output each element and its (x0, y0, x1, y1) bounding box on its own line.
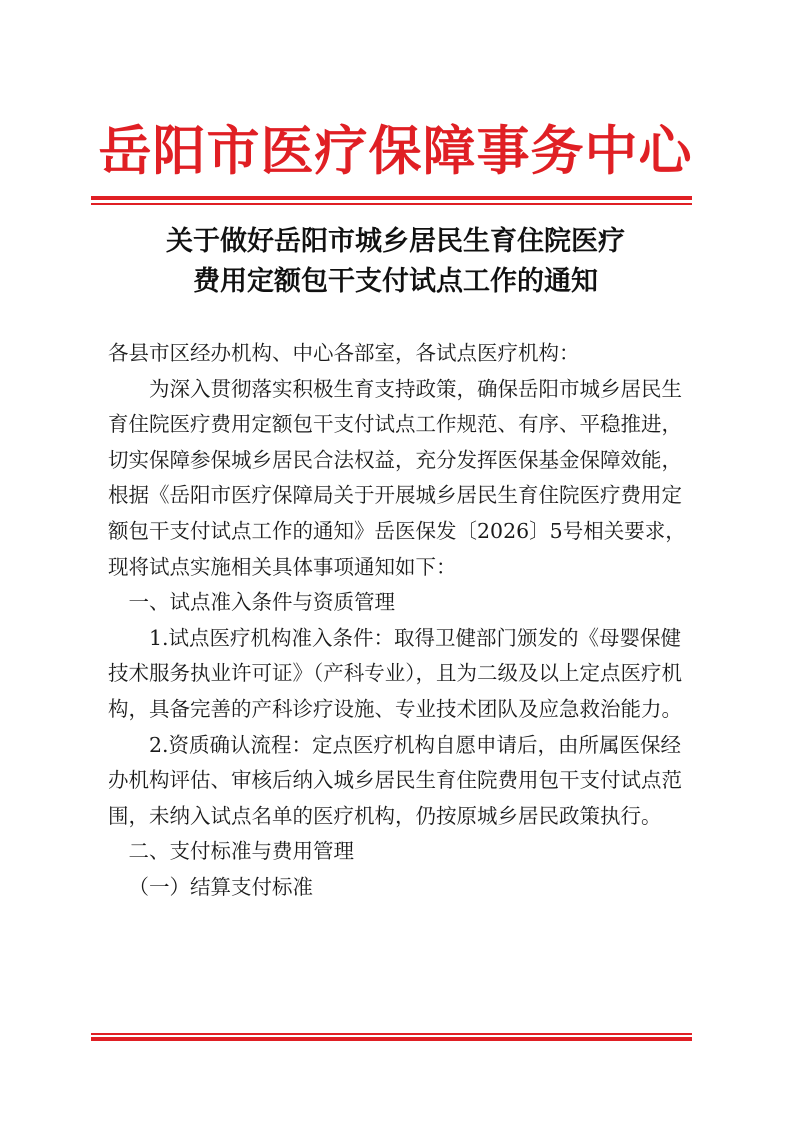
red-rule-bottom-thick (91, 1037, 692, 1041)
section2-heading: 二、支付标准与费用管理 (128, 839, 354, 864)
intro-paragraph: 为深入贯彻落实积极生育支持政策，确保岳阳市城乡居民生育住院医疗费用定额包干支付试点工作规范、有序、平稳推进，切实保障参保城乡居民合法权益，充分发挥医保基金保障效能，根据《岳阳市医疗保障局关于开展城乡居民生育住院医疗费用定额包干支付试点工作的通知》岳医保发〔2026〕5号相关要求，现将试点实施相关具体事项通知如下： (108, 376, 686, 579)
section1-item1: 1.试点医疗机构准入条件：取得卫健部门颁发的《母婴保健技术服务执业许可证》（产科专业），且为二级及以上定点医疗机构，具备完善的产科诊疗设施、专业技术团队及应急救治能力。 (108, 625, 682, 721)
document-title-line1: 关于做好岳阳市城乡居民生育住院医疗 (166, 226, 625, 257)
section2-sub1: （一）结算支付标准 (128, 874, 313, 899)
section1-heading: 一、试点准入条件与资质管理 (128, 590, 395, 615)
red-rule-bottom-thin (91, 1033, 692, 1035)
document-title-line2: 费用定额包干支付试点工作的通知 (193, 266, 598, 297)
section1-item2: 2.资质确认流程：定点医疗机构自愿申请后，由所属医保经办机构评估、审核后纳入城乡居民生育住院费用包干支付试点范围，未纳入试点名单的医疗机构，仍按原城乡居民政策执行。 (108, 732, 682, 828)
letterhead-title: 岳阳市医疗保障事务中心 (98, 120, 693, 182)
red-rule-top-thin (91, 203, 692, 205)
red-rule-top-thick (91, 196, 692, 200)
document-title (0, 222, 791, 302)
salutation: 各县市区经办机构、中心各部室，各试点医疗机构： (108, 341, 580, 365)
document-body (108, 336, 688, 906)
